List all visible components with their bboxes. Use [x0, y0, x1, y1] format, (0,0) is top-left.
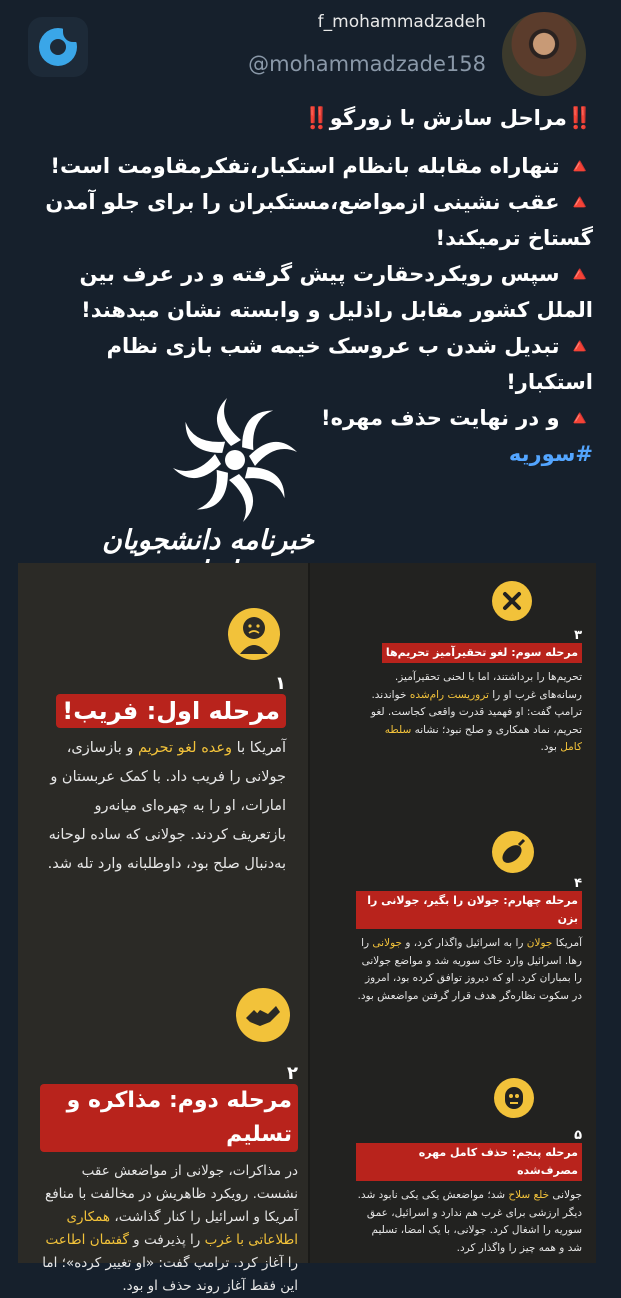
stage-body: آمریکا با وعده لغو تحریم و بازسازی، جولانی را فریب داد. با کمک عربستان و امارات، او را به چهره‌ای میانه‌رو بازتعریف کردند. جولانی که ساده لوحانه به‌دنبال صلح بود، داوطلبانه وارد تله شد. [47, 740, 286, 872]
stage-body: تحریم‌ها را برداشتند، اما با لحنی تحقیرآمیز. رسانه‌های غرب او را تروریست رام‌شده خواندند. ترامپ گفت: او فهمید قدرت واقعی کجاست. لغو تحریم، نماد همکاری و صلح نبود؛ نشانه سلطه کامل بود. [370, 671, 582, 753]
post-line: 🔺 سپس رویکردحقارت پیش گرفته و در عرف بین الملل کشور مقابل راذلیل و وابسته نشان میدهند! [79, 262, 593, 322]
hashtag-link[interactable]: #سوریه [508, 442, 593, 466]
avatar[interactable] [502, 12, 586, 96]
stage-number: ۴ [574, 876, 582, 891]
red-triangle-icon: 🔺 [566, 334, 593, 358]
stage-4 [356, 876, 582, 1005]
stage-body: در مذاکرات، جولانی از مواضعش عقب نشست. رویکرد ظاهریش در مخالفت با منافع آمریکا و اسرائیل را کنار گذاشت، همکاری اطلاعاتی با غرب را پذیرفت و گفتمان اطاعت را آغاز کرد. ترامپ گفت: «او تغییر کرده»؛ اما این فقط آغاز روند حذف او بود. [42, 1163, 298, 1294]
double-exclamation-icon: ‼️ [566, 106, 593, 130]
broken-face-icon [494, 1078, 534, 1118]
stage-1 [46, 673, 286, 879]
post-title: مراحل سازش با زورگو [329, 106, 567, 130]
stage-title: مرحله چهارم: جولان را بگیر، جولانی را بزن [356, 891, 582, 929]
red-triangle-icon: 🔺 [566, 262, 593, 286]
watermark-blade [229, 474, 253, 522]
app-logo-icon[interactable] [28, 17, 88, 77]
stage-title: مرحله سوم: لغو تحقیرآمیز تحریم‌ها [382, 643, 582, 663]
post-title-line [28, 100, 593, 136]
stage-number: ۱ [275, 673, 286, 694]
watermark-blade [249, 442, 297, 466]
handshake-icon [236, 988, 290, 1042]
post-username[interactable]: f_mohammadzadeh [317, 12, 486, 32]
bomb-icon [492, 831, 534, 873]
red-triangle-icon: 🔺 [566, 154, 593, 178]
frustrated-person-icon [228, 608, 280, 660]
stage-number: ۵ [574, 1128, 582, 1143]
stage-2 [40, 1063, 298, 1298]
watermark-blade [217, 398, 241, 446]
post-line: 🔺 تبدیل شدن ب عروسک خیمه شب بازی نظام استکبار! [106, 334, 593, 394]
stage-number: ۳ [574, 628, 582, 643]
stage-3 [360, 628, 582, 757]
red-triangle-icon: 🔺 [566, 406, 593, 430]
infographic [18, 563, 596, 1294]
double-exclamation-icon: ‼️ [303, 106, 330, 130]
red-triangle-icon: 🔺 [566, 190, 593, 214]
watermark-text: خبرنامه دانشجویان [102, 525, 314, 556]
post-line: 🔺 تنهاراه مقابله بانظام استکبار،تفکرمقاومت است! [50, 154, 593, 178]
stage-title: مرحله پنجم: حذف کامل مهره مصرف‌شده [356, 1143, 582, 1181]
stage-body: جولانی خلع سلاح شد؛ مواضعش یکی یکی نابود شد. دیگر ارزشی برای غرب هم ندارد و اسرائیل، عمق سوریه را اشغال کرد. جولانی، با یک امضا، تسلیم شد و همه چیز را واگذار کرد. [357, 1189, 582, 1254]
stage-number: ۲ [287, 1063, 298, 1084]
stage-body: آمریکا جولان را به اسرائیل واگذار کرد، و جولانی را رها. اسرائیل وارد خاک سوریه شد و مواضع جولانی را بمباران کرد. او که دیروز توافق کرده بود، امروز در سکوت نظاره‌گر هدف قرار گرفتن مواضعش بود. [357, 937, 582, 1002]
stage-5 [356, 1128, 582, 1257]
stage-title: مرحله اول: فریب! [56, 694, 286, 728]
close-x-icon [492, 581, 532, 621]
post-line: 🔺 و در نهایت حذف مهره! [321, 406, 593, 430]
stage-title: مرحله دوم: مذاکره و تسلیم [40, 1084, 298, 1152]
post-line: 🔺 عقب نشینی ازمواضع،مستکبران را برای جلو آمدن گستاخ ترمیکند! [45, 190, 593, 250]
post-handle[interactable]: @mohammadzade158 [248, 52, 486, 76]
watermark-blade [173, 454, 221, 478]
